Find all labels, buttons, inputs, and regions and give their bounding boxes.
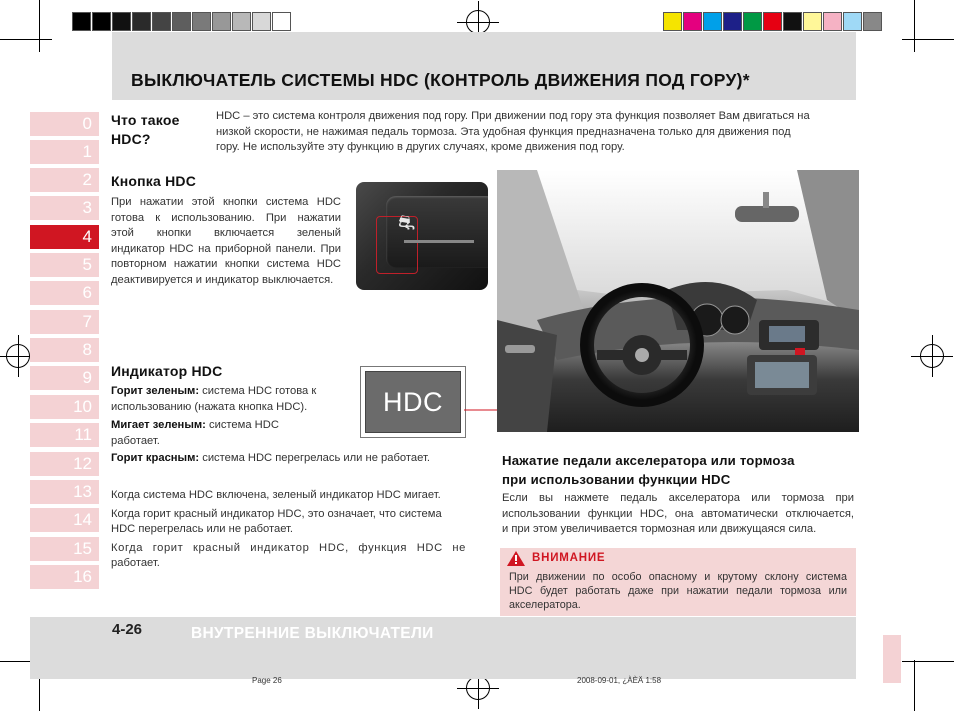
chapter-tab-4-active[interactable]: 4 [30, 225, 99, 249]
pedal-text: Если вы нажмете педаль акселератора или тормоза при использовании функции HDC, она автоматически отключается, и при этом увеличивается тормозная или движущаяся сила. [502, 492, 854, 535]
footer-tab-mark [883, 635, 901, 683]
section-title: ВНУТРЕННИЕ ВЫКЛЮЧАТЕЛИ [191, 625, 434, 642]
chapter-tab-9[interactable]: 9 [30, 366, 99, 390]
dashboard-photo [497, 170, 859, 432]
page-title: ВЫКЛЮЧАТЕЛЬ СИСТЕМЫ HDC (КОНТРОЛЬ ДВИЖЕНИЯ ПОД ГОРУ)* [131, 70, 750, 90]
hdc-indicator-lamp [360, 366, 466, 438]
chapter-tab-15[interactable]: 15 [30, 537, 99, 561]
chapter-tab-11[interactable]: 11 [30, 423, 99, 447]
chapter-tab-5[interactable]: 5 [30, 253, 99, 277]
page-label: Page 26 [252, 676, 282, 685]
indicator-heading: Индикатор HDC [111, 363, 223, 379]
print-timestamp: 2008-09-01, ¿ÀÈÄ 1:58 [577, 676, 662, 685]
chapter-tab-7[interactable]: 7 [30, 310, 99, 334]
chapter-tab-12[interactable]: 12 [30, 452, 99, 476]
indicator-red-text: Горит красным: система HDC перегрелась или не работает. [111, 452, 430, 464]
chapter-tab-13[interactable]: 13 [30, 480, 99, 504]
chapter-tab-0[interactable]: 0 [30, 112, 99, 136]
chapter-tab-3[interactable]: 3 [30, 196, 99, 220]
warning-box [500, 548, 856, 616]
pedal-heading: Нажатие педали акселератора или тормоза при использовании функции HDC [502, 453, 795, 487]
what-is-text: HDC – это система контроля движения под гору. При движении под гору эта функция позволяет Вам двигаться на низкой скорости, не нажимая педаль тормоза. Эта удобная функция предназначена только для движения под гору. Не используйте эту функцию в других случаях, кроме движения под гору. [216, 110, 810, 153]
hdc-indicator-label: HDC [365, 371, 461, 433]
button-text: При нажатии этой кнопки система HDC готова к использованию. При нажатии этой кнопки включается зеленый индикатор HDC на приборной панели. При повторном нажатии кнопки система HDC деактивируется и индикатор выключается. [111, 196, 341, 286]
hdc-button-photo [356, 182, 488, 290]
chapter-tab-1[interactable]: 1 [30, 140, 99, 164]
chapter-tab-16[interactable]: 16 [30, 565, 99, 589]
chapter-tab-6[interactable]: 6 [30, 281, 99, 305]
page-number: 4-26 [112, 621, 143, 638]
chapter-tab-10[interactable]: 10 [30, 395, 99, 419]
hdc-downhill-car-icon: ⛐ [398, 212, 416, 234]
chapter-tab-8[interactable]: 8 [30, 338, 99, 362]
chapter-tab-2[interactable]: 2 [30, 168, 99, 192]
chapter-tab-14[interactable]: 14 [30, 508, 99, 532]
warning-text: При движении по особо опасному и крутому склону система HDC будет работать даже при нажатии педали тормоза или акселератора. [509, 571, 847, 611]
button-heading: Кнопка HDC [111, 173, 197, 189]
warning-title: ВНИМАНИЕ [532, 552, 606, 564]
what-is-heading: Что такое HDC? [111, 112, 180, 147]
registration-mark-top [466, 10, 490, 34]
warning-triangle-icon [507, 551, 525, 566]
registration-mark-bottom [466, 676, 490, 700]
indicator-text: Горит зеленым: система HDC готова к использованию (нажата кнопка HDC). Мигает зеленым: система HDC работает. [111, 385, 317, 447]
notes: Когда система HDC включена, зеленый индикатор HDC мигает. Когда горит красный индикатор HDC, это означает, что система HDC перегрелась или не работает. Когда горит красный индикатор HDC, функция HDC не работает. [111, 489, 466, 569]
footer-band [30, 617, 856, 679]
registration-mark-left [6, 344, 30, 368]
registration-mark-right [920, 344, 944, 368]
